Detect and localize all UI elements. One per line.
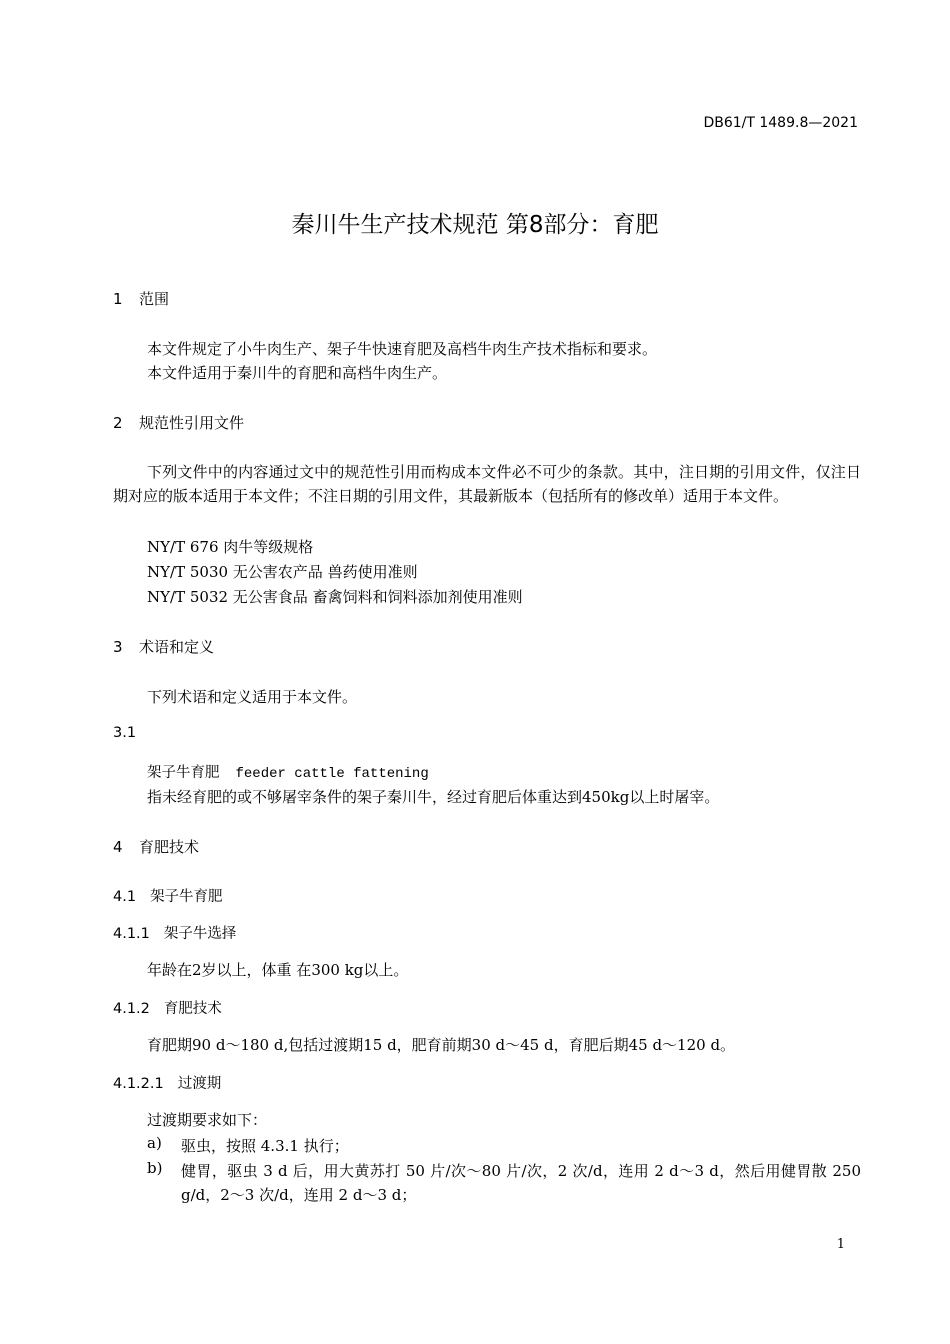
section-number: 1: [113, 290, 123, 308]
section-number: 3: [113, 638, 123, 656]
list-item-text: 驱虫，按照 4.3.1 执行；: [181, 1137, 349, 1155]
paragraph: 过渡期要求如下：: [147, 1111, 268, 1129]
subsection-4-1-2-heading: [113, 997, 222, 1018]
reference-item: NY/T 5032 无公害食品 畜禽饲料和饲料添加剂使用准则: [147, 588, 523, 606]
subsection-title: 架子牛选择: [163, 926, 237, 942]
document-number: DB61/T 1489.8—2021: [703, 115, 858, 131]
list-item-text: 健胃，驱虫 3 d 后，用大黄苏打 50 片/次～80 片/次，2 次/d，连用 2 d～3 d，然后用健胃散 250 g/d，2～3 次/d，连用 2 d～3 d；: [181, 1162, 861, 1204]
term-number: 3.1: [113, 725, 137, 741]
section-title: 规范性引用文件: [139, 414, 245, 432]
subsection-number: 4.1: [113, 889, 137, 905]
reference-item: NY/T 5030 无公害农产品 兽药使用准则: [147, 563, 418, 581]
section-number: 2: [113, 414, 123, 432]
section-4-heading: [113, 836, 199, 857]
document-title: 秦川牛生产技术规范 第8部分：育肥: [291, 212, 659, 238]
subsection-4-1-2-1-heading: [113, 1072, 221, 1093]
section-1-heading: [113, 288, 169, 309]
paragraph: 育肥期90 d～180 d,包括过渡期15 d，肥育前期30 d～45 d，育肥后期45 d～120 d。: [147, 1036, 736, 1054]
paragraph: 下列术语和定义适用于本文件。: [147, 688, 358, 706]
section-title: 育肥技术: [139, 838, 200, 856]
paragraph: 本文件规定了小牛肉生产、架子牛快速育肥及高档牛肉生产技术指标和要求。: [147, 340, 658, 358]
subsection-title: 过渡期: [177, 1076, 222, 1092]
section-2-heading: [113, 412, 244, 433]
subsection-4-1-1-heading: [113, 922, 236, 943]
subsection-title: 育肥技术: [163, 1001, 222, 1017]
subsection-number: 4.1.2: [113, 1001, 150, 1017]
paragraph: 年龄在2岁以上，体重 在300 kg以上。: [147, 961, 409, 979]
page-number: 1: [836, 1237, 845, 1252]
term-english: feeder cattle fattening: [235, 766, 429, 782]
section-3-heading: [113, 636, 214, 657]
subsection-4-1-heading: [113, 885, 223, 906]
subsection-title: 架子牛育肥: [150, 889, 223, 905]
term-chinese: 架子牛育肥: [147, 765, 220, 781]
term-definition: 指未经育肥的或不够屠宰条件的架子秦川牛，经过育肥后体重达到450kg以上时屠宰。: [147, 788, 720, 806]
subsection-number: 4.1.1: [113, 926, 150, 942]
term-entry: [147, 761, 429, 782]
paragraph: 下列文件中的内容通过文中的规范性引用而构成本文件必不可少的条款。其中，注日期的引用文件，仅注日期对应的版本适用于本文件；不注日期的引用文件，其最新版本（包括所有的修改单）适用于本文件。: [113, 463, 861, 505]
list-item-marker: b): [147, 1159, 163, 1177]
reference-item: NY/T 676 肉牛等级规格: [147, 538, 314, 556]
list-item-marker: a): [147, 1134, 162, 1152]
paragraph: 本文件适用于秦川牛的育肥和高档牛肉生产。: [147, 364, 448, 382]
section-title: 术语和定义: [139, 638, 215, 656]
section-title: 范围: [139, 290, 170, 308]
section-number: 4: [113, 838, 123, 856]
subsection-number: 4.1.2.1: [113, 1076, 164, 1092]
